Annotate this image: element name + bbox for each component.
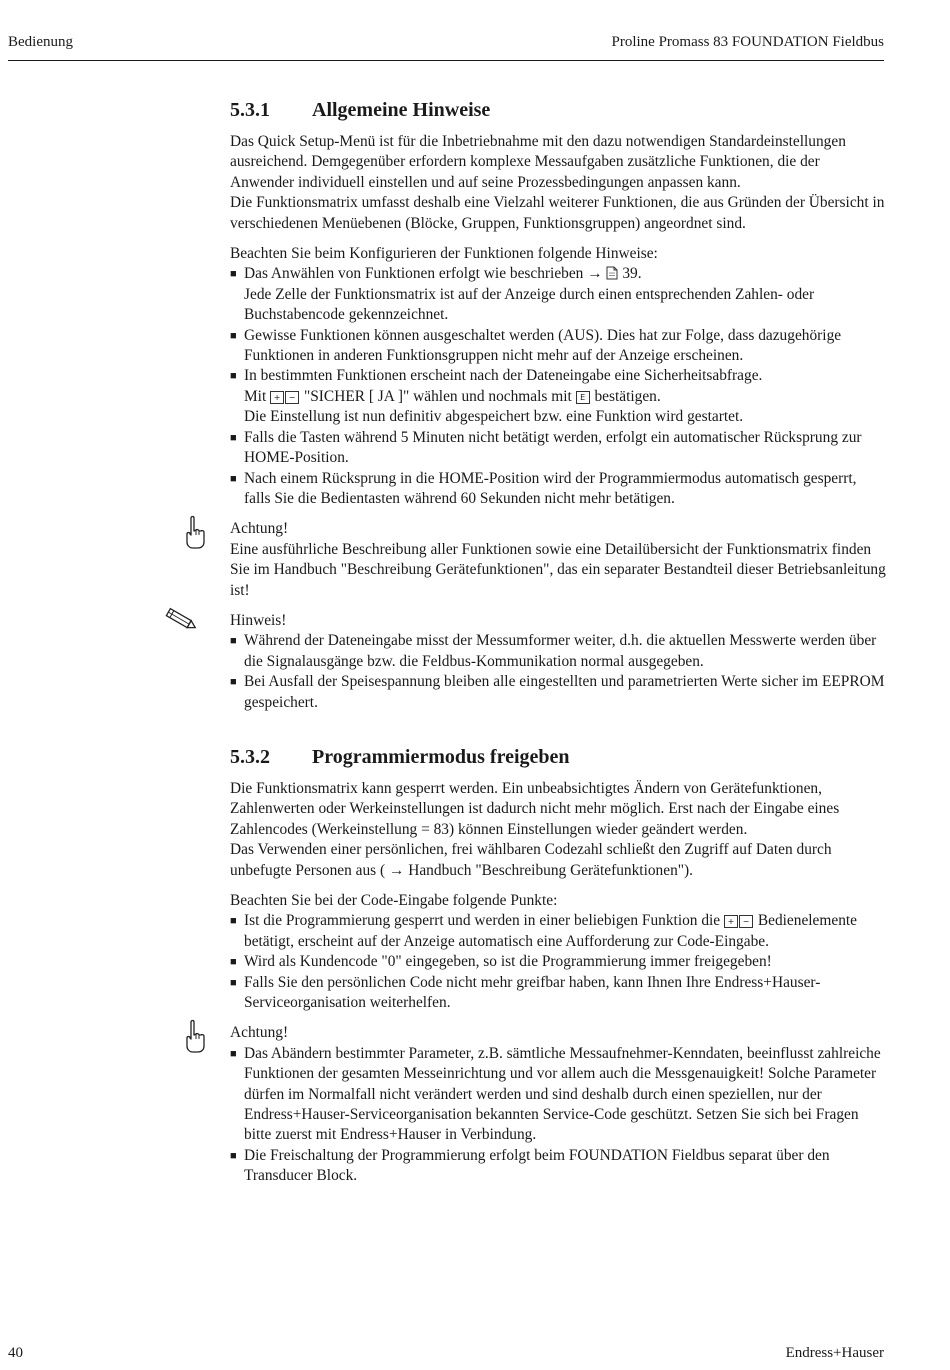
list-item (230, 366, 886, 427)
pointing-hand-icon (182, 1019, 208, 1055)
caution-text: Eine ausführliche Beschreibung aller Funktionen sowie eine Detailübersicht der Funktionsmatrix finden Sie im Handbuch "Beschreibung Gerätefunktionen", das ein separater Bestandteil dieser Betriebsanleitung ist! (230, 540, 886, 599)
list-item: ■ Gewisse Funktionen können ausgeschaltet werden (AUS). Dies hat zur Folge, dass dazugehörige Funktionen in anderen Funktionsgruppen nicht mehr auf der Anzeige erscheinen. (230, 326, 886, 367)
list-item-text: Die Einstellung ist nun definitiv abgespeichert bzw. eine Funktion wird gestartet. (244, 408, 744, 426)
list-item-text: Ist die Programmierung gesperrt und werden in einer beliebigen Funktion die (244, 912, 721, 930)
list-item: ■ Wird als Kundencode "0" eingegeben, so ist die Programmierung immer freigegeben! (230, 952, 886, 972)
section2-paragraphs (230, 779, 886, 881)
page-number: 40 (8, 1345, 23, 1361)
minus-key-icon: − (285, 391, 299, 404)
section-title: Programmiermodus freigeben (312, 745, 570, 768)
section-heading-5-3-2 (230, 743, 886, 771)
hints-block (230, 244, 886, 509)
list-item (230, 911, 886, 952)
minus-key-icon: − (739, 915, 753, 928)
list-item-text: bestätigen. (594, 387, 661, 405)
code-points-list (230, 911, 886, 1013)
caution-title: Achtung! (230, 1024, 289, 1042)
list-item-text: "SICHER [ JA ]" wählen und nochmals mit (303, 387, 572, 405)
footer-brand: Endress+Hauser (785, 1345, 884, 1361)
list-item: ■ Während der Dateneingabe misst der Messumformer weiter, d.h. die aktuellen Messwerte werden über die Signalausgänge bzw. die Feldbus-Kommunikation normal ausgegeben. (230, 631, 886, 672)
section-heading-5-3-1 (230, 96, 886, 124)
header-section-title: Bedienung (8, 34, 73, 50)
section-number: 5.3.2 (230, 745, 270, 768)
code-points-intro: Beachten Sie bei der Code-Eingabe folgende Punkte: (230, 892, 558, 909)
list-item: ■ Das Abändern bestimmter Parameter, z.B. sämtliche Messaufnehmer-Kenndaten, beeinflusst zahlreiche Funktionen der gesamten Messeinrichtung und vor allem auch die Messgenauigkeit! Solche Parameter dürfen im Normalfall nicht verändert werden und sind deshalb durch einen speziellen, nur der Endress+Hauser-Serviceorganisation bekannten Service-Code geschützt. Setzen Sie sich bei Fragen bitte zuerst mit Endress+Hauser in Verbindung. (230, 1044, 886, 1146)
caution-list (230, 1044, 886, 1187)
list-item: ■ Nach einem Rücksprung in die HOME-Position wird der Programmiermodus automatisch gesperrt, falls Sie die Bedientasten während 60 Sekunden nicht mehr betätigen. (230, 469, 886, 510)
list-item-text: Jede Zelle der Funktionsmatrix ist auf der Anzeige durch einen entsprechenden Zahlen- oder Buchstabencode gekennzeichnet. (244, 285, 815, 324)
arrow-icon: → (587, 265, 603, 283)
enter-key-icon: E (576, 391, 590, 404)
header-product-title: Proline Promass 83 FOUNDATION Fieldbus (611, 34, 884, 50)
list-item-text: In bestimmten Funktionen erscheint nach der Dateneingabe eine Sicherheitsabfrage. (244, 367, 763, 385)
list-item: ■ Bei Ausfall der Speisespannung bleiben alle eingestellten und parametrierten Werte sicher im EEPROM gespeichert. (230, 672, 886, 713)
page-content (230, 96, 886, 1197)
section-title: Allgemeine Hinweise (312, 99, 491, 121)
header-divider (8, 60, 884, 61)
list-item: ■ Falls die Tasten während 5 Minuten nicht betätigt werden, erfolgt ein automatischer Rücksprung zur HOME-Position. (230, 428, 886, 469)
list-item: ■ Die Freischaltung der Programmierung erfolgt beim FOUNDATION Fieldbus separat über den Transducer Block. (230, 1146, 886, 1187)
list-item (230, 264, 886, 325)
pointing-hand-icon (182, 515, 208, 551)
hints-intro: Beachten Sie beim Konfigurieren der Funktionen folgende Hinweise: (230, 245, 658, 263)
page-reference-icon (606, 266, 618, 280)
note-list (230, 631, 886, 713)
note-title: Hinweis! (230, 611, 287, 629)
code-points-block (230, 891, 886, 1013)
caution-note (230, 1023, 886, 1186)
page-reference: 39. (622, 265, 642, 283)
plus-key-icon: + (270, 391, 284, 404)
plus-key-icon: + (724, 915, 738, 928)
paragraph: Das Verwenden einer persönlichen, frei wählbaren Codezahl schließt den Zugriff auf Daten durch unbefugte Personen aus ( → Handbuch "Beschreibung Gerätefunktionen"). (230, 841, 832, 879)
paragraph: Die Funktionsmatrix kann gesperrt werden. Ein unbeabsichtigtes Ändern von Gerätefunktionen, Zahlenwerten oder Werkeinstellungen ist dadurch nicht mehr möglich. Erst nach der Eingabe eines Zahlencodes (Werkeinstellung = 83) können Einstellungen wieder geändert werden. (230, 779, 840, 838)
pencil-icon (162, 605, 198, 635)
paragraph: Die Funktionsmatrix umfasst deshalb eine Vielzahl weiterer Funktionen, die aus Gründen der Übersicht in verschiedenen Menüebenen (Blöcke, Gruppen, Funktionsgruppen) angeordnet sind. (230, 194, 885, 232)
list-item: ■ Falls Sie den persönlichen Code nicht mehr greifbar haben, kann Ihnen Ihre Endress+Hauser-Serviceorganisation weiterhelfen. (230, 973, 886, 1014)
hints-list (230, 264, 886, 509)
list-item-text: Das Anwählen von Funktionen erfolgt wie beschrieben (244, 265, 584, 283)
caution-title: Achtung! (230, 520, 289, 538)
list-item-text: Bedienelemente betätigt, erscheint auf der Anzeige automatisch eine Aufforderung zur Code-Eingabe. (244, 912, 857, 950)
intro-paragraphs (230, 132, 886, 234)
section-number: 5.3.1 (230, 99, 270, 121)
list-item-text: Mit (244, 387, 267, 405)
caution-note (230, 519, 886, 601)
paragraph: Das Quick Setup-Menü ist für die Inbetriebnahme mit den dazu notwendigen Standardeinstellungen ausreichend. Demgegenüber erfordern komplexe Messaufgaben zusätzliche Funktionen, die der Anwender individuell einstellen und auf seine Prozessbedingungen anpassen kann. (230, 133, 846, 191)
hint-note (230, 611, 886, 713)
